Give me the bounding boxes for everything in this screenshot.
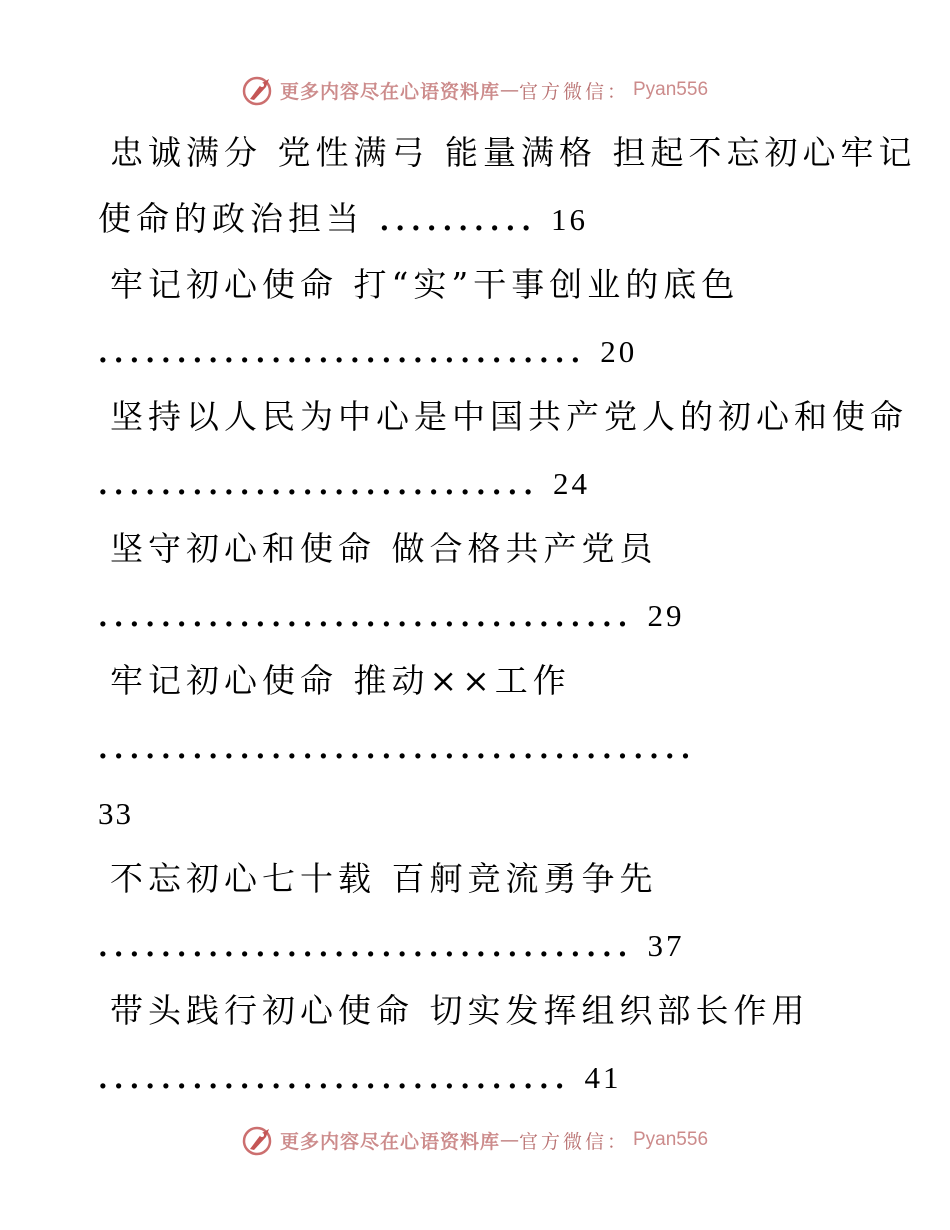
footer-site-text: 更多内容尽在心语资料库 bbox=[279, 1130, 500, 1153]
toc-entry-3-leader-line[interactable] bbox=[98, 450, 858, 516]
pen-nib-logo-icon bbox=[242, 73, 276, 107]
toc-entry-4-title[interactable]: 坚守初心和使命 做合格共产党员 bbox=[110, 529, 658, 568]
toc-entry-4-leader: .................................. bbox=[98, 600, 634, 633]
footer-banner bbox=[0, 1120, 950, 1160]
toc-entry-2-title[interactable]: 牢记初心使命 打“实”干事创业的底色 bbox=[110, 265, 740, 304]
toc-entry-7-leader: .............................. bbox=[98, 1062, 571, 1095]
toc-entry-7-leader-line[interactable] bbox=[98, 1044, 858, 1110]
toc-entry-5-page: 33 bbox=[98, 796, 133, 831]
toc-entry-6-title[interactable]: 不忘初心七十载 百舸竞流勇争先 bbox=[110, 859, 658, 898]
toc-entry-3-leader: ............................ bbox=[98, 468, 539, 501]
toc-entry-5-page-line[interactable] bbox=[98, 780, 858, 846]
toc-entry-5-title[interactable]: 牢记初心使命 推动××工作 bbox=[110, 661, 571, 700]
header-banner bbox=[0, 70, 950, 110]
toc-entry-2-leader: ............................... bbox=[98, 336, 587, 369]
toc-entry-6-page: 37 bbox=[647, 928, 685, 963]
toc-entry-1-leader: .......... bbox=[379, 204, 537, 237]
header-wechat-id: Pyan556 bbox=[633, 79, 709, 100]
toc-entry-4-leader-line[interactable] bbox=[98, 582, 858, 648]
toc-entry-7-title[interactable]: 带头践行初心使命 切实发挥组织部长作用 bbox=[110, 991, 810, 1030]
table-of-contents bbox=[98, 120, 917, 1110]
header-separator: — bbox=[499, 79, 519, 101]
toc-entry-6-leader-line[interactable] bbox=[98, 912, 858, 978]
toc-entry-6-leader: .................................. bbox=[98, 930, 634, 963]
toc-entry-3-title[interactable]: 坚持以人民为中心是中国共产党人的初心和使命 bbox=[110, 397, 908, 436]
pen-nib-logo-icon bbox=[242, 1123, 276, 1157]
toc-entry-7-page: 41 bbox=[584, 1060, 622, 1095]
footer-separator: — bbox=[499, 1129, 519, 1151]
footer-wechat-id: Pyan556 bbox=[633, 1129, 709, 1150]
header-site-text: 更多内容尽在心语资料库 bbox=[279, 80, 500, 103]
toc-entry-3-page: 24 bbox=[552, 466, 590, 501]
toc-entry-1-page: 16 bbox=[550, 202, 588, 237]
toc-entry-5-leader-line[interactable] bbox=[98, 714, 858, 780]
toc-entry-1-title-cont: 使命的政治担当 bbox=[98, 199, 364, 238]
toc-entry-1-title-line-2[interactable] bbox=[98, 186, 858, 252]
footer-wechat-label: 官方微信： bbox=[518, 1130, 629, 1153]
toc-entry-2-page: 20 bbox=[600, 334, 638, 369]
header-wechat-label: 官方微信： bbox=[518, 80, 629, 103]
toc-entry-4-page: 29 bbox=[647, 598, 685, 633]
toc-entry-2-leader-line[interactable] bbox=[98, 318, 858, 384]
toc-entry-5-leader: ...................................... bbox=[98, 732, 697, 765]
toc-entry-1-title-line-1[interactable]: 忠诚满分 党性满弓 能量满格 担起不忘初心牢记 bbox=[110, 133, 917, 172]
